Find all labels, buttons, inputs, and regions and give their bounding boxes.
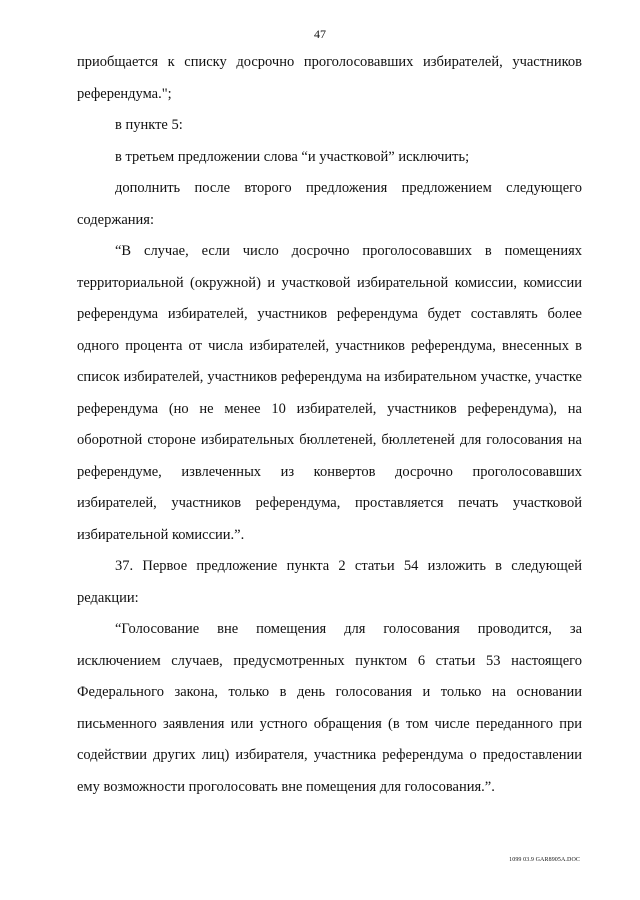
paragraph-third-sentence: в третьем предложении слова “и участковой” исключить; bbox=[115, 148, 470, 165]
paragraph-quoted-redaction: “Голосование вне помещения для голосования проводится, за исключением случаев, предусмотренных пунктом 6 статьи 53 настоящего Федерального закона, только в день голосования и только на основании письменного заявления или устного обращения (в том числе переданного при содействии других лиц) избирателя, участника референдума о предоставлении ему возможности проголосовать вне помещения для голосования.”. bbox=[77, 621, 582, 795]
page-number: 47 bbox=[314, 27, 326, 41]
paragraph-item-37: 37. Первое предложение пункта 2 статьи 54 изложить в следующей редакции: bbox=[77, 558, 582, 606]
paragraph-continuation: приобщается к списку досрочно проголосовавших избирателей, участников референдума."; bbox=[77, 54, 582, 102]
footer-document-code: 1099 03.9 GAR8905A.DOC bbox=[509, 857, 580, 863]
paragraph-item-5: в пункте 5: bbox=[115, 117, 183, 133]
paragraph-quoted-text: “В случае, если число досрочно проголосовавших в помещениях территориальной (окружной) и участковой избирательной комиссии, комиссии референдума избирателей, участников референдума будет составлять более одного процента от числа избирателей, участников референдума, внесенных в список избирателей, участников референдума на избирательном участке, участке референдума (но не менее 10 избирателей, участников референдума), на оборотной стороне избирательных бюллетеней, бюллетеней для голосования на референдуме, извлеченных из конвертов досрочно проголосовавших избирателей, участников референдума, проставляется печать участковой избирательной комиссии.”. bbox=[77, 243, 582, 543]
document-body bbox=[77, 47, 582, 803]
paragraph-supplement: дополнить после второго предложения предложением следующего содержания: bbox=[77, 180, 582, 228]
